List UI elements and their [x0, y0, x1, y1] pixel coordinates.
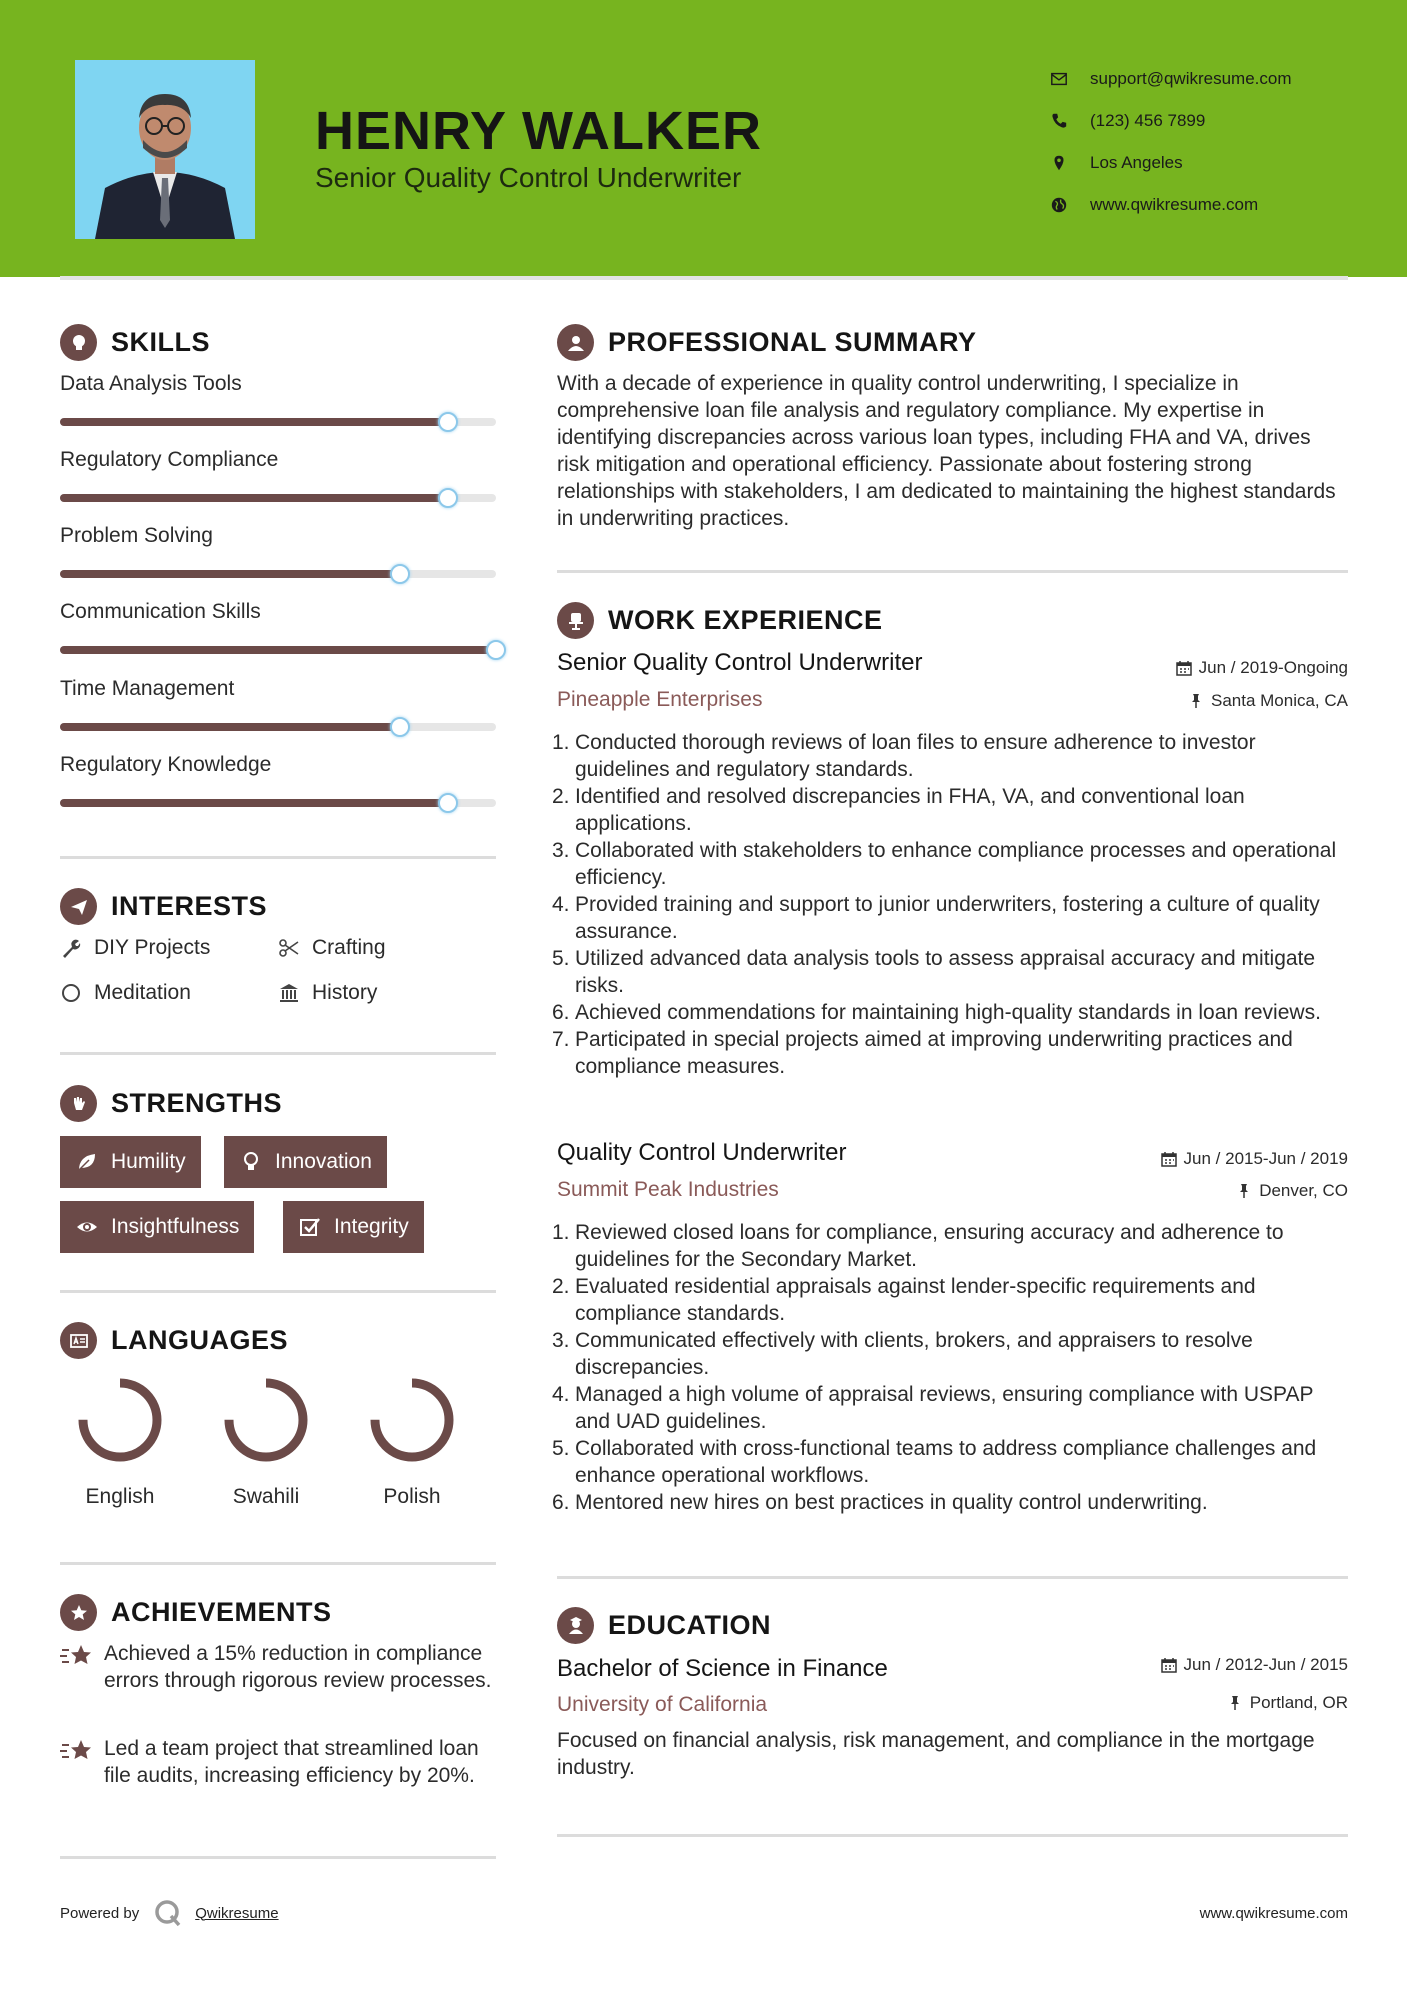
language-item	[206, 1372, 326, 1509]
interest-item	[60, 936, 210, 960]
achievement-item	[60, 1735, 500, 1789]
language-item	[60, 1372, 180, 1509]
bullet-text: Identified and resolved discrepancies in FHA, VA, and conventional loan applications.	[575, 785, 1245, 835]
job-dates	[1176, 658, 1348, 678]
job-location	[1236, 1181, 1348, 1201]
lightbulb-icon	[60, 324, 97, 361]
divider	[60, 1290, 496, 1293]
bullet-text: Participated in special projects aimed at improving underwriting practices and compliance measures.	[575, 1028, 1293, 1078]
language-ring	[72, 1372, 168, 1468]
bullet-text: Provided training and support to junior underwriters, fostering a culture of quality assurance.	[575, 893, 1320, 943]
calendar-icon	[1176, 660, 1192, 676]
bullet-number: 2.	[552, 1275, 570, 1298]
language-name: English	[85, 1485, 155, 1508]
candidate-role: Senior Quality Control Underwriter	[315, 162, 742, 193]
candidate-name: HENRY WALKER	[315, 101, 763, 161]
skill-name: Regulatory Compliance	[60, 448, 279, 471]
bullet-number: 3.	[552, 1329, 570, 1352]
achievements-heading	[60, 1594, 332, 1631]
achievements-heading-text: ACHIEVEMENTS	[111, 1597, 332, 1627]
skill-bar	[60, 494, 496, 502]
pushpin-icon	[1188, 693, 1204, 709]
divider	[60, 1052, 496, 1055]
job-dates-text: Jun / 2015-Jun / 2019	[1183, 1149, 1348, 1168]
skill-item	[60, 448, 496, 502]
contact-email[interactable]	[1050, 58, 1292, 100]
bullet-number: 4.	[552, 1383, 570, 1406]
language-name: Swahili	[232, 1485, 300, 1508]
skill-bar	[60, 418, 496, 426]
skill-item	[60, 753, 496, 807]
contact-location	[1050, 142, 1292, 184]
job-bullet	[552, 729, 1347, 783]
language-ring-arc	[229, 1383, 303, 1457]
strength-badge	[283, 1201, 424, 1253]
language-ring-arc	[375, 1383, 449, 1457]
languages-heading	[60, 1322, 288, 1359]
experience-heading-text: WORK EXPERIENCE	[608, 605, 883, 635]
qwikresume-logo-icon	[153, 1898, 183, 1928]
job-bullet	[552, 1489, 1347, 1516]
skill-bar-fill	[60, 418, 448, 426]
skill-bar-knob	[390, 717, 410, 737]
skill-bar	[60, 646, 496, 654]
skill-item	[60, 524, 496, 578]
header-divider	[60, 276, 1348, 280]
wrench-icon	[60, 937, 82, 959]
education-location	[1227, 1693, 1348, 1713]
bullet-text: Mentored new hires on best practices in quality control underwriting.	[575, 1491, 1208, 1514]
divider	[60, 1562, 496, 1565]
graduate-icon	[557, 1607, 594, 1644]
bullet-number: 3.	[552, 839, 570, 862]
job-bullet	[552, 999, 1347, 1026]
job-bullet	[552, 1273, 1347, 1327]
map-pin-icon	[1050, 154, 1068, 172]
skill-name: Time Management	[60, 677, 235, 700]
strength-label: Insightfulness	[111, 1215, 240, 1238]
education-dates	[1161, 1655, 1348, 1675]
interest-item	[60, 981, 191, 1005]
job-title: Senior Quality Control Underwriter	[557, 649, 923, 676]
skill-bar-knob	[438, 793, 458, 813]
envelope-icon	[1050, 70, 1068, 88]
pushpin-icon	[1236, 1183, 1252, 1199]
achievement-text: Achieved a 15% reduction in compliance errors through rigorous review processes.	[104, 1642, 492, 1692]
interests-heading-text: INTERESTS	[111, 891, 268, 921]
job-bullet	[552, 1381, 1347, 1435]
interest-label: History	[312, 981, 378, 1004]
bullet-number: 7.	[552, 1028, 570, 1051]
skills-heading-text: SKILLS	[111, 327, 211, 357]
job-bullets	[552, 729, 1347, 1080]
contact-list	[1050, 58, 1292, 226]
globe-icon	[1050, 196, 1068, 214]
job-dates-text: Jun / 2019-Ongoing	[1198, 658, 1348, 677]
bullet-text: Reviewed closed loans for compliance, ensuring accuracy and adherence to guidelines for the Secondary Market.	[575, 1221, 1284, 1271]
skill-bar-knob	[438, 412, 458, 432]
bullet-text: Collaborated with stakeholders to enhance compliance processes and operational efficiency.	[575, 839, 1337, 889]
interest-label: DIY Projects	[94, 936, 211, 959]
education-heading	[557, 1607, 771, 1644]
bullet-text: Conducted thorough reviews of loan files to ensure adherence to investor guidelines and regulatory standards.	[575, 731, 1256, 781]
language-item	[352, 1372, 472, 1509]
strengths-heading	[60, 1085, 282, 1122]
strengths-heading-text: STRENGTHS	[111, 1088, 283, 1118]
strength-badge	[224, 1136, 387, 1188]
skill-bar-knob	[486, 640, 506, 660]
bullet-text: Achieved commendations for maintaining high-quality standards in loan reviews.	[575, 1001, 1321, 1024]
job-bullet	[552, 783, 1347, 837]
divider	[60, 1856, 496, 1859]
checkbox-icon	[298, 1215, 322, 1239]
office-chair-icon	[557, 602, 594, 639]
bullet-number: 5.	[552, 947, 570, 970]
summary-text: With a decade of experience in quality control underwriting, I specialize in comprehensive loan file analysis and regulatory compliance. My expertise in identifying discrepancies across various loan types, including FHA and VA, drives risk mitigation and operational efficiency. Passionate about fostering strong relationships with stakeholders, I am dedicated to maintaining the highest standards in underwriting practices.	[557, 372, 1336, 530]
company-name: Pineapple Enterprises	[557, 688, 763, 711]
education-dates-text: Jun / 2012-Jun / 2015	[1183, 1655, 1348, 1674]
strength-badge	[60, 1201, 254, 1253]
job-bullet	[552, 837, 1347, 891]
strength-label: Humility	[111, 1150, 186, 1173]
school-name: University of California	[557, 1693, 768, 1716]
brand-link[interactable]: Qwikresume	[195, 1904, 279, 1922]
skill-name: Communication Skills	[60, 600, 261, 623]
education-location-text: Portland, OR	[1249, 1693, 1348, 1712]
language-ring	[364, 1372, 460, 1468]
bullet-number: 4.	[552, 893, 570, 916]
bullet-number: 6.	[552, 1491, 570, 1514]
skills-heading	[60, 324, 210, 361]
divider	[557, 570, 1348, 573]
skill-bar-fill	[60, 799, 448, 807]
language-card-icon	[60, 1322, 97, 1359]
star-icon	[60, 1737, 94, 1767]
job-bullet	[552, 1435, 1347, 1489]
job-bullets	[552, 1219, 1347, 1516]
company-name: Summit Peak Industries	[557, 1178, 779, 1201]
skill-bar	[60, 570, 496, 578]
skill-name: Problem Solving	[60, 524, 213, 547]
skill-name: Regulatory Knowledge	[60, 753, 272, 776]
profile-photo	[75, 60, 255, 239]
skill-bar	[60, 799, 496, 807]
footer-website[interactable]: www.qwikresume.com	[1199, 1905, 1348, 1922]
calendar-icon	[1161, 1151, 1177, 1167]
pushpin-icon	[1227, 1695, 1243, 1711]
job-bullet	[552, 891, 1347, 945]
eye-icon	[75, 1215, 99, 1239]
bullet-number: 6.	[552, 1001, 570, 1024]
achievement-item	[60, 1640, 500, 1694]
skill-bar-fill	[60, 723, 400, 731]
powered-by-text: Powered by	[60, 1904, 140, 1922]
bullet-text: Utilized advanced data analysis tools to assess appraisal accuracy and mitigate risks.	[575, 947, 1316, 997]
lightbulb-icon	[239, 1150, 263, 1174]
contact-phone[interactable]	[1050, 100, 1292, 142]
job-bullet	[552, 1219, 1347, 1273]
footer-powered-by	[60, 1898, 279, 1928]
bullet-number: 1.	[552, 1221, 570, 1244]
job-location	[1188, 691, 1348, 711]
contact-phone-text: (123) 456 7899	[1090, 111, 1206, 130]
job-title: Quality Control Underwriter	[557, 1139, 847, 1166]
user-icon	[557, 324, 594, 361]
summary-heading	[557, 324, 977, 361]
divider	[557, 1576, 1348, 1579]
divider	[60, 856, 496, 859]
bank-icon	[278, 982, 300, 1004]
bullet-text: Evaluated residential appraisals against lender-specific requirements and compliance standards.	[575, 1275, 1256, 1325]
job-bullet	[552, 1026, 1347, 1080]
bullet-text: Communicated effectively with clients, brokers, and appraisers to resolve discrepancies.	[575, 1329, 1253, 1379]
contact-email-text: support@qwikresume.com	[1090, 69, 1292, 88]
education-description: Focused on financial analysis, risk management, and compliance in the mortgage industry.	[557, 1729, 1315, 1779]
paper-plane-icon	[60, 888, 97, 925]
skill-bar-fill	[60, 494, 448, 502]
skill-bar-knob	[390, 564, 410, 584]
interest-item	[278, 981, 377, 1005]
contact-website-text: www.qwikresume.com	[1090, 195, 1259, 214]
skill-bar	[60, 723, 496, 731]
scissors-icon	[278, 937, 300, 959]
strength-label: Innovation	[275, 1150, 372, 1173]
language-ring	[218, 1372, 314, 1468]
hand-icon	[60, 1085, 97, 1122]
calendar-icon	[1161, 1657, 1177, 1673]
skill-item	[60, 677, 496, 731]
interests-heading	[60, 888, 267, 925]
contact-location-text: Los Angeles	[1090, 153, 1183, 172]
bullet-text: Collaborated with cross-functional teams to address compliance challenges and enhance operational workflows.	[575, 1437, 1317, 1487]
summary-heading-text: PROFESSIONAL SUMMARY	[608, 327, 977, 357]
skill-bar-fill	[60, 646, 496, 654]
job-bullet	[552, 1327, 1347, 1381]
interest-item	[278, 936, 386, 960]
language-name: Polish	[383, 1485, 441, 1508]
star-icon	[60, 1642, 94, 1672]
interest-label: Meditation	[94, 981, 191, 1004]
job-dates	[1161, 1149, 1348, 1169]
education-heading-text: EDUCATION	[608, 1610, 771, 1640]
job-bullet	[552, 945, 1347, 999]
contact-website[interactable]	[1050, 184, 1292, 226]
strength-label: Integrity	[334, 1215, 409, 1238]
circle-icon	[60, 982, 82, 1004]
skill-bar-knob	[438, 488, 458, 508]
skill-item	[60, 372, 496, 426]
bullet-number: 1.	[552, 731, 570, 754]
bullet-text: Managed a high volume of appraisal reviews, ensuring compliance with USPAP and UAD guidelines.	[575, 1383, 1314, 1433]
bullet-number: 5.	[552, 1437, 570, 1460]
interest-label: Crafting	[312, 936, 386, 959]
job-location-text: Denver, CO	[1259, 1181, 1348, 1200]
skill-bar-fill	[60, 570, 400, 578]
languages-heading-text: LANGUAGES	[111, 1325, 289, 1355]
language-ring-arc	[83, 1383, 157, 1457]
achievement-text: Led a team project that streamlined loan file audits, increasing efficiency by 20%.	[104, 1737, 479, 1787]
leaf-icon	[75, 1150, 99, 1174]
job-location-text: Santa Monica, CA	[1210, 691, 1348, 710]
degree-title: Bachelor of Science in Finance	[557, 1655, 888, 1682]
strength-badge	[60, 1136, 201, 1188]
divider	[557, 1834, 1348, 1837]
skill-item	[60, 600, 496, 654]
star-badge-icon	[60, 1594, 97, 1631]
skill-name: Data Analysis Tools	[60, 372, 242, 395]
experience-heading	[557, 602, 883, 639]
bullet-number: 2.	[552, 785, 570, 808]
phone-icon	[1050, 112, 1068, 130]
